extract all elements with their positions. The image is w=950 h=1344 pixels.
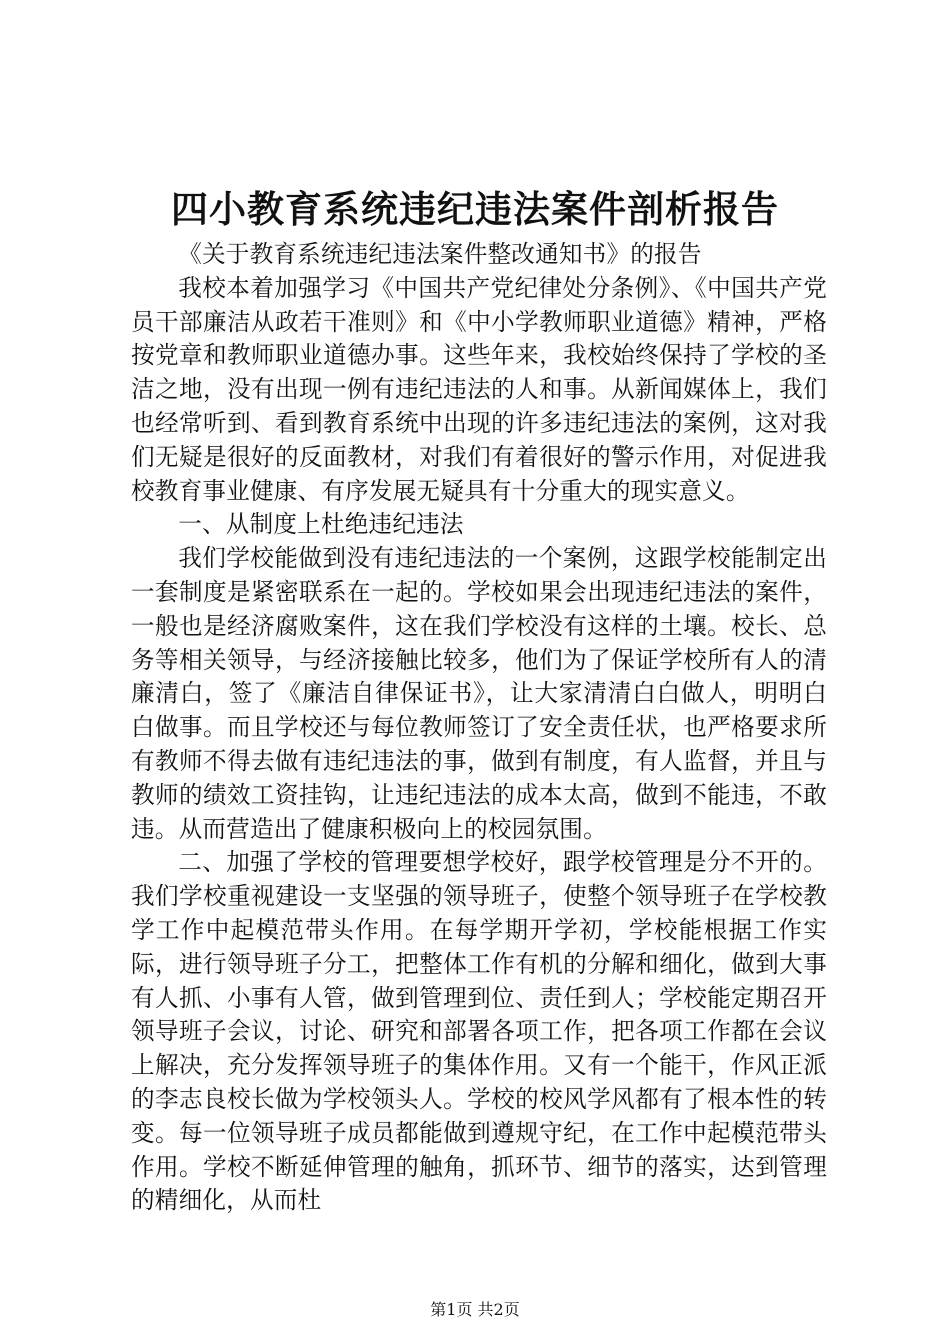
section-heading-1: 一、从制度上杜绝违纪违法 (178, 510, 464, 539)
paragraph-intro: 我校本着加强学习《中国共产党纪律处分条例》、《中国共产党员干部廉洁从政若干准则》和《中小学教师职业道德》精神，严格按党章和教师职业道德办事。这些年来，我校始终保持了学校的圣洁之地，没有出现一例有违纪违法的人和事。从新闻媒体上，我们也经常听到、看到教育系统中出现的许多违纪违法的案例，这对我们无疑是很好的反面教材，对我们有着很好的警示作用，对促进我校教育事业健康、有序发展无疑具有十分重大的现实意义。 (131, 273, 827, 505)
paragraph-section-1: 我们学校能做到没有违纪违法的一个案例，这跟学校能制定出一套制度是紧密联系在一起的。学校如果会出现违纪违法的案件，一般也是经济腐败案件，这在我们学校没有这样的土壤。校长、总务等相关领导，与经济接触比较多，他们为了保证学校所有人的清廉清白，签了《廉洁自律保证书》，让大家清清白白做人，明明白白做事。而且学校还与每位教师签订了安全责任状，也严格要求所有教师不得去做有违纪违法的事，做到有制度，有人监督，并且与教师的绩效工资挂钩，让违纪违法的成本太高，做到不能违，不敢违。从而营造出了健康积极向上的校园氛围。 (131, 544, 827, 843)
paragraph-section-2: 二、加强了学校的管理要想学校好，跟学校管理是分不开的。我们学校重视建设一支坚强的领导班子，使整个领导班子在学校教学工作中起模范带头作用。在每学期开学初，学校能根据工作实际，进行领导班子分工，把整体工作有机的分解和细化，做到大事有人抓、小事有人管，做到管理到位、责任到人；学校能定期召开领导班子会议，讨论、研究和部署各项工作，把各项工作都在会议上解决，充分发挥领导班子的集体作用。又有一个能干，作风正派的李志良校长做为学校领头人。学校的校风学风都有了根本性的转变。每一位领导班子成员都能做到遵规守纪，在工作中起模范带头作用。学校不断延伸管理的触角，抓环节、细节的落实，达到管理的精细化，从而杜 (131, 848, 827, 1215)
document-title: 四小教育系统违纪违法案件剖析报告 (171, 187, 779, 231)
document-subtitle: 《关于教育系统违纪违法案件整改通知书》的报告 (178, 240, 702, 268)
document-body (131, 238, 827, 1218)
page-footer: 第1页 共2页 (430, 1300, 520, 1319)
